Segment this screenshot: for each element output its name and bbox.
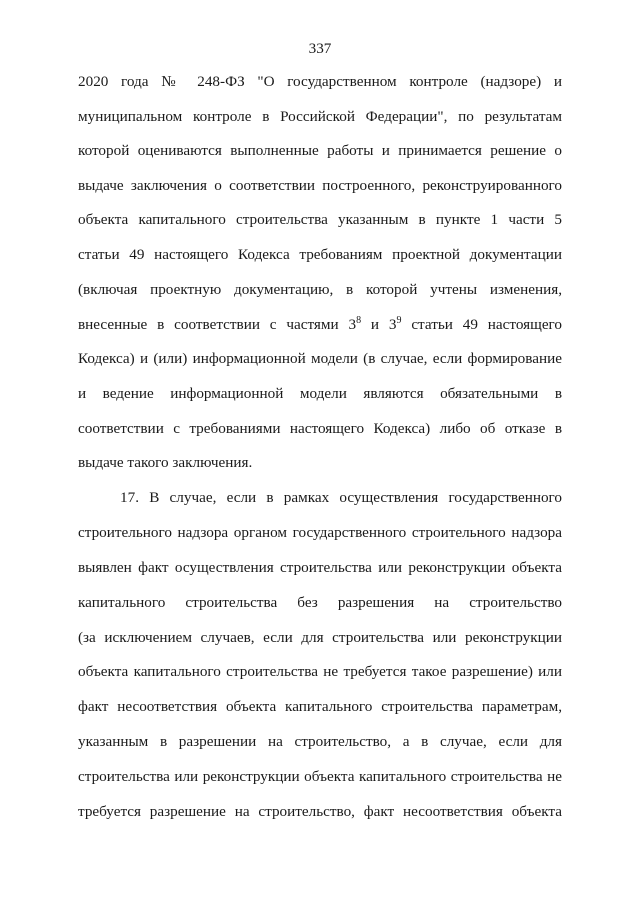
text-line: Кодекса) и (или) информационной модели (в случае, если формирование — [78, 350, 562, 367]
text-line: выявлен факт осуществления строительства или реконструкции объекта — [78, 559, 562, 576]
text-line: (включая проектную документацию, в которой учтены изменения, — [78, 281, 562, 298]
page-number: 337 — [308, 40, 332, 57]
text-line: выдаче заключения о соответствии построенного, реконструированного — [78, 177, 562, 194]
text-line: 2020 года № 248-ФЗ "О государственном контроле (надзоре) и — [78, 73, 562, 90]
text-line: требуется разрешение на строительство, факт несоответствия объекта — [78, 803, 562, 820]
text-line: и ведение информационной модели являются обязательными в — [78, 385, 562, 402]
text-line: капитального строительства без разрешения на строительство — [78, 594, 562, 611]
text-line-with-superscripts: внесенные в соответствии с частями $3^8$ и $3^9$ статьи 49 настоящего — [78, 315, 562, 333]
text-line: (за исключением случаев, если для строительства или реконструкции — [78, 629, 562, 646]
superscript: 8 — [356, 315, 362, 326]
text-line: факт несоответствия объекта капитального строительства параметрам, — [78, 698, 562, 715]
text-line: выдаче такого заключения. — [78, 454, 253, 471]
text-line: строительства или реконструкции объекта капитального строительства не — [78, 768, 562, 785]
text-line: статьи 49 настоящего Кодекса требованиям проектной документации — [78, 246, 562, 263]
paragraph-first-line: 17. В случае, если в рамках осуществления государственного — [120, 489, 562, 506]
text-line: объекта капитального строительства указанным в пункте 1 части 5 — [78, 211, 562, 228]
text-line: указанным в разрешении на строительство, а в случае, если для — [78, 733, 562, 750]
text-line: соответствии с требованиями настоящего Кодекса) либо об отказе в — [78, 420, 562, 437]
text-line: которой оцениваются выполненные работы и принимается решение о — [78, 142, 562, 159]
text-line: объекта капитального строительства не требуется такое разрешение) или — [78, 663, 562, 680]
text-line: муниципальном контроле в Российской Федерации", по результатам — [78, 108, 562, 125]
text-line: строительного надзора органом государственного строительного надзора — [78, 524, 562, 541]
superscript: 9 — [396, 315, 402, 326]
